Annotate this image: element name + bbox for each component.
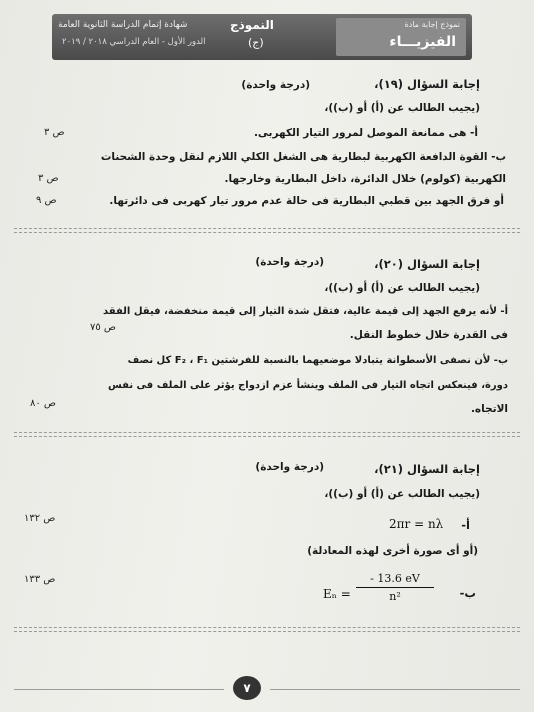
exam-round: الدور الأول - العام الدراسي ٢٠١٨ / ٢٠١٩ — [62, 37, 206, 47]
q21-answer-alt: (أو أى صورة أخرى لهذه المعادلة) — [307, 545, 478, 557]
q19-a-page-ref: ص ٣ — [44, 127, 65, 138]
model-label: النموذج — [230, 18, 274, 32]
q19-alt-page-ref: ص ٩ — [36, 195, 57, 206]
q20-answer-b-line2: دورة، فينعكس اتجاه التيار فى الملف وينشأ عزم ازدواج يؤثر على الملف فى نفس — [107, 380, 508, 391]
section-divider — [14, 432, 520, 433]
answer-model-label: نموذج إجابة مادة — [404, 20, 460, 29]
q19-grade: (درجة واحدة) — [241, 79, 310, 91]
section-divider — [14, 631, 520, 632]
q20-answer-a-line2: فى القدرة خلال خطوط النقل. — [349, 329, 508, 341]
section-divider — [14, 228, 520, 229]
q20-answer-a-line1: أ- لأنه يرفع الجهد إلى قيمة عالية، فتقل شدة التيار إلى قيمة منخفضة، فيقل الفقد — [102, 306, 508, 317]
section-divider — [14, 436, 520, 437]
q19-b-page-ref: ص ٣ — [38, 173, 59, 184]
q21-instruction: (يجيب الطالب عن (أ) أو (ب))، — [324, 488, 480, 500]
q21-b-lhs: Eₙ = — [323, 587, 351, 601]
q21-grade: (درجة واحدة) — [255, 461, 324, 473]
q19-answer-a: أ- هى ممانعة الموصل لمرور التيار الكهربى. — [253, 127, 478, 139]
q21-b-denominator: n² — [389, 590, 401, 603]
q20-answer-b-line1: ب- لأن نصفى الأسطوانة يتبادلا موضعيهما بالنسبة للفرشتين F₂ ، F₁ كل نصف — [127, 355, 508, 366]
q21-b-label: ب- — [459, 586, 476, 600]
q21-a-equation: 2πr = nλ — [389, 517, 444, 531]
footer-line-left — [14, 689, 224, 690]
q21-a-label: أ- — [461, 518, 470, 532]
q19-title: إجابة السؤال (١٩)، — [374, 77, 480, 91]
subject-title: الفيزيـــاء — [389, 34, 456, 50]
q21-b-numerator: - 13.6 eV — [356, 572, 434, 588]
q21-b-fraction — [356, 572, 434, 603]
exam-title: شهادة إتمام الدراسة الثانوية العامة — [58, 20, 188, 30]
q21-a-page-ref: ص ١٣٢ — [24, 513, 56, 524]
footer-line-right — [270, 689, 520, 690]
q21-b-page-ref: ص ١٣٣ — [24, 574, 56, 585]
q20-title: إجابة السؤال (٢٠)، — [374, 257, 480, 271]
q19-answer-b-line2: الكهربية (كولوم) خلال الدائرة، داخل البطارية وخارجها. — [224, 173, 506, 185]
q19-answer-alt: أو فرق الجهد بين قطبي البطارية فى حالة عدم مرور تيار كهربى فى دائرتها. — [109, 195, 504, 207]
q21-title: إجابة السؤال (٢١)، — [374, 462, 480, 476]
model-code: (ج) — [248, 36, 264, 49]
page-number-badge: ٧ — [233, 676, 261, 700]
header-banner — [52, 14, 472, 60]
q20-answer-b-line3: الاتجاه. — [470, 403, 508, 415]
q19-instruction: (يجيب الطالب عن (أ) أو (ب))، — [324, 102, 480, 114]
q19-answer-b-line1: ب- القوة الدافعة الكهربية لبطارية هى الشغل الكلي اللازم لنقل وحدة الشحنات — [100, 151, 506, 163]
q20-instruction: (يجيب الطالب عن (أ) أو (ب))، — [324, 282, 480, 294]
section-divider — [14, 627, 520, 628]
q20-b-page-ref: ص ٨٠ — [30, 398, 57, 409]
section-divider — [14, 232, 520, 233]
q20-a-page-ref: ص ٧٥ — [90, 322, 117, 333]
q20-grade: (درجة واحدة) — [255, 256, 324, 268]
